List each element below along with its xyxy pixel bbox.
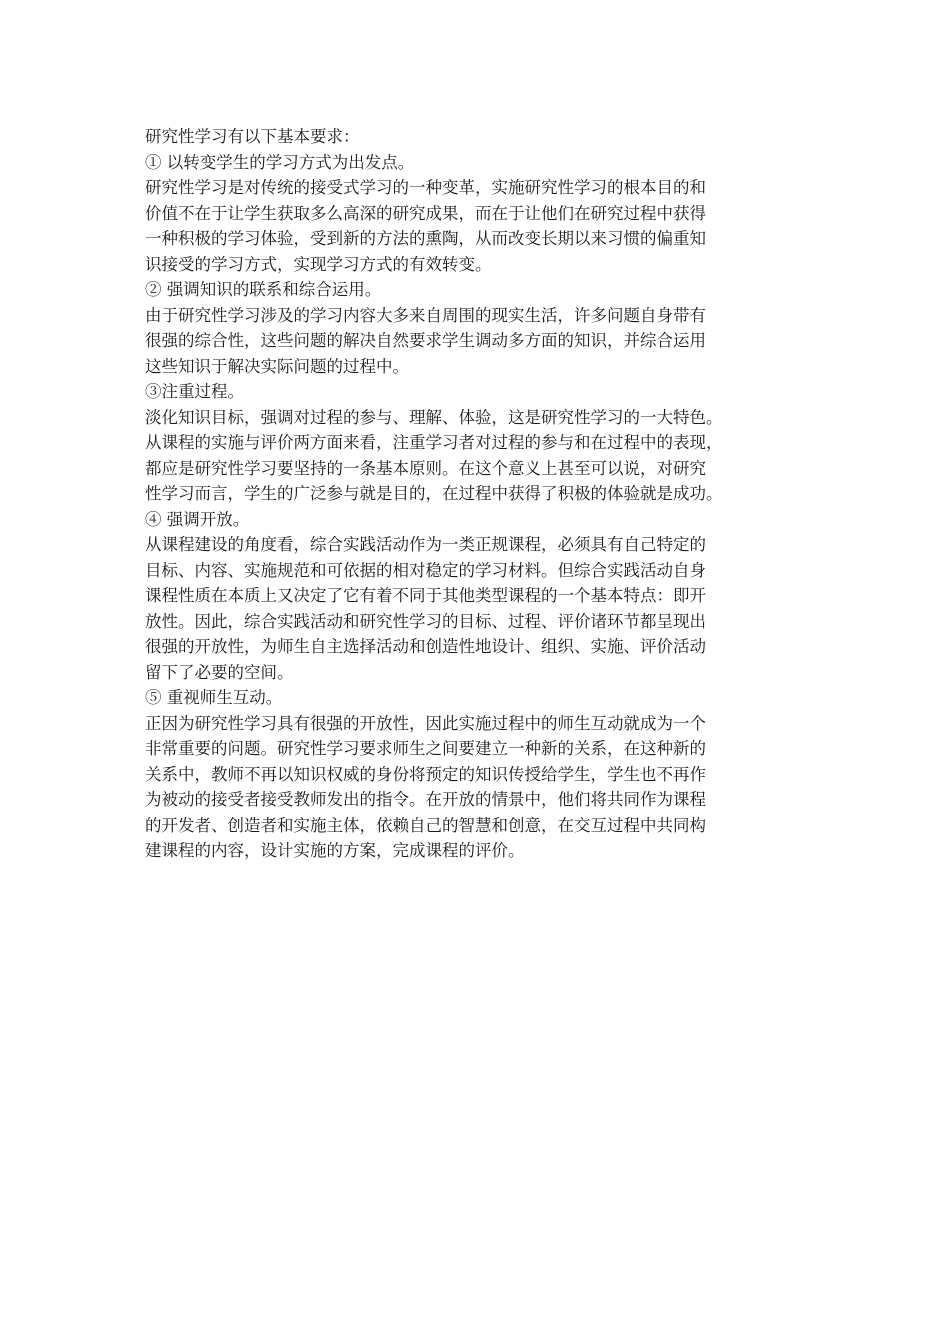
paragraph-line: 留下了必要的空间。 — [145, 662, 294, 682]
paragraph-line: 研究性学习是对传统的接受式学习的一种变革，实施研究性学习的根本目的和 — [145, 178, 706, 197]
paragraph-line: 关系中，教师不再以知识权威的身份将预定的知识传授给学生，学生也不再作 — [145, 764, 706, 784]
paragraph-line: 非常重要的问题。研究性学习要求师生之间要建立一种新的关系，在这种新的 — [145, 739, 706, 758]
section-heading-1: ① 以转变学生的学习方式为出发点。 — [145, 152, 415, 172]
paragraph-line: 从课程建设的角度看，综合实践活动作为一类正规课程，必须具有自己特定的 — [145, 535, 706, 554]
paragraph-line: 从课程的实施与评价两方面来看，注重学习者对过程的参与和在过程中的表现， — [145, 433, 723, 452]
paragraph-line: 价值不在于让学生获取多么高深的研究成果，而在于让他们在研究过程中获得 — [145, 203, 706, 223]
paragraph-line: 正因为研究性学习具有很强的开放性，因此实施过程中的师生互动就成为一个 — [145, 713, 706, 733]
intro-line: 研究性学习有以下基本要求： — [145, 127, 360, 146]
paragraph-line: 的开发者、创造者和实施主体，依赖自己的智慧和创意，在交互过程中共同构 — [145, 815, 706, 835]
paragraph-line: 都应是研究性学习要坚持的一条基本原则。在这个意义上甚至可以说，对研究 — [145, 458, 706, 478]
paragraph-line: 很强的开放性，为师生自主选择活动和创造性地设计、组织、实施、评价活动 — [145, 637, 706, 656]
paragraph-line: 为被动的接受者接受教师发出的指令。在开放的情景中，他们将共同作为课程 — [145, 790, 706, 809]
paragraph-line: 建课程的内容，设计实施的方案，完成课程的评价。 — [145, 841, 525, 860]
paragraph-line: 性学习而言，学生的广泛参与就是目的，在过程中获得了积极的体验就是成功。 — [145, 484, 723, 503]
paragraph-line: 目标、内容、实施规范和可依据的相对稳定的学习材料。但综合实践活动自身 — [145, 560, 706, 580]
paragraph-line: 一种积极的学习体验，受到新的方法的熏陶，从而改变长期以来习惯的偏重知 — [145, 229, 706, 248]
section-heading-4: ④ 强调开放。 — [145, 509, 250, 529]
paragraph-line: 由于研究性学习涉及的学习内容大多来自周围的现实生活，许多问题自身带有 — [145, 305, 706, 325]
paragraph-line: 很强的综合性，这些问题的解决自然要求学生调动多方面的知识，并综合运用 — [145, 331, 706, 350]
paragraph-line: 放性。因此，综合实践活动和研究性学习的目标、过程、评价诸环节都呈现出 — [145, 611, 706, 631]
paragraph-line: 课程性质在本质上又决定了它有着不同于其他类型课程的一个基本特点：即开 — [145, 586, 706, 605]
document-body — [145, 124, 809, 864]
section-heading-5: ⑤ 重视师生互动。 — [145, 688, 283, 707]
paragraph-line: 淡化知识目标，强调对过程的参与、理解、体验，这是研究性学习的一大特色。 — [145, 407, 723, 427]
section-heading-2: ② 强调知识的联系和综合运用。 — [145, 280, 382, 299]
paragraph-line: 这些知识于解决实际问题的过程中。 — [145, 356, 409, 376]
section-heading-3: ③注重过程。 — [145, 382, 244, 401]
paragraph-line: 识接受的学习方式，实现学习方式的有效转变。 — [145, 254, 492, 274]
